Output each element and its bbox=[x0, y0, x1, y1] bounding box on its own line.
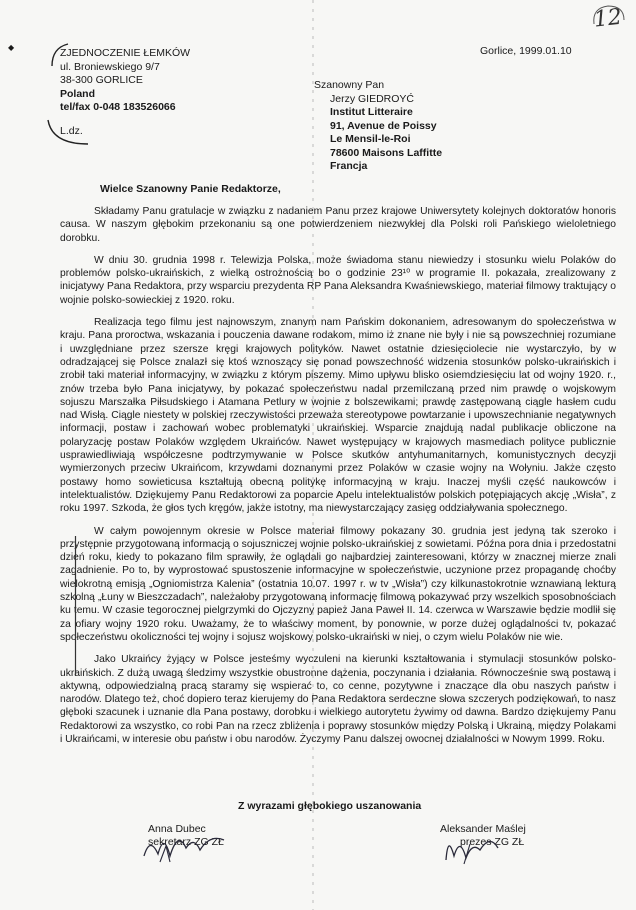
letter-body bbox=[60, 205, 616, 755]
salutation: Wielce Szanowny Panie Redaktorze, bbox=[100, 183, 281, 195]
sender-country: Poland bbox=[60, 87, 96, 100]
closing-phrase: Z wyrazami głębokiego uszanowania bbox=[238, 800, 422, 812]
sender-street: ul. Broniewskiego 9/7 bbox=[60, 60, 160, 73]
signature-scrawl-right bbox=[440, 830, 520, 866]
paragraph-3: Realizacja tego filmu jest najnowszym, znanym nam Pańskim dokonaniem, adresowanym do społeczeństwa w kraju. Pana proroctwa, wskazania i pouczenia dawane rodakom, mimo iż znane nie były i nie są powszechniej rozumiane i uwzględniane przez szersze kręgi krajowych polityków. Nawet ostatnie dziesięciolecie nie wystarczyło, by w odradzającej się Polsce znalazł się ktoś wznoszący się ponad powszechność widzenia stosunków polsko-ukraińskich i zrobił taki materiał informacyjny, w związku z którym piszemy. Mimo upływu blisko osiemdziesięciu lat od wojny 1920. r., znów trzeba było Pana inicjatywy, by pokazać społeczeństwu nadal przemilczaną przed nim prawdę o wojskowym sojuszu Marszałka Piłsudskiego i Atamana Petlury w wojnie z bolszewikami; prawdę zastępowaną ciągle hasłem cudu nad Wisłą. Ciągle niestety w polskiej rzeczywistości przeważa stereotypowe powtarzanie i upowszechnianie negatywnych informacji, postaw i zachowań wobec problematyki ukraińskiej. Wsparcie znajdują nadal publikacje obliczone na polaryzację postaw Polaków względem Ukraińców. Nawet występujący w krajowych masmediach polityce publicznie usprawiedliwiają współczesne podtrzymywanie w Polsce skutków antyhumanitarnych, komunistycznych decyzji wymierzonych przeciw Ukraińcom, krzywdami doznanymi przez Polaków w czasie wojny na Wołyniu. Jakże często postawy homo sowieticusa kształtują obecną politykę informacyjną w kraju. Inaczej myśli część naukowców i intelektualistów. Dziękujemy Panu Redaktorowi za poparcie Apelu intelektualistów polskich potępiających akcję „Wisła”, z roku 1997. Szkoda, że głos tych kręgów, jakże istotny, ma niewystarczający zasięg oddziaływania społecznego. bbox=[60, 317, 616, 515]
signatory-right-title: prezes ZG ZŁ bbox=[460, 836, 525, 848]
sender-phone: tel/fax 0-048 183526066 bbox=[60, 101, 176, 113]
page-number: 12 bbox=[592, 4, 624, 33]
recipient-name: Jerzy GIEDROYĆ bbox=[330, 92, 415, 105]
paragraph-4: W całym powojennym okresie w Polsce materiał filmowy pokazany 30. grudnia jest jedyną tak szeroko i przystępnie przygotowaną informacją o sojuszniczej wojnie polsko-ukraińskiej z sowietami. Późna pora dnia i przedostatni dzień roku, kiedy to pokazano film sprawiły, że oglądali go najbardziej zainteresowani, którzy w znacznej mierze znali zagadnienie. Po to, by wyprostować spustoszenie informacyjne w społeczeństwie, uczynione przez propagandę choćby wielokrotną emisją „Ogniomistrza Kalenia” (ostatnia 10.07. 1997 r. w tv „Wisła”) czy kilkunastokrotnie wznawianą lekturą szkolną „Łuny w Bieszczadach”, należałoby przygotowaną informację filmową pokazywać przy wszelkich sposobnościach ku temu. W czasie tegorocznej pielgrzymki do Ojczyzny papież Jana Paweł II. 14. czerwca w Warszawie będzie modlił się za ofiary wojny 1920 roku. Uważamy, że to właściwy moment, by ponownie, w porze dużej oglądalności tv, pokazać społeczeństwu okoliczności tej wojny i sojusz wojskowy polsko-ukraiński w niej, o czym wielu Polaków nie wie. bbox=[60, 525, 616, 643]
paragraph-5: Jako Ukraińcy żyjący w Polsce jesteśmy wyczuleni na kierunki kształtowania i stymulacji stosunków polsko-ukraińskich. Z dużą uwagą śledzimy wszystkie obustronne dążenia, poczynania i działania. Równocześnie swą postawą i aktywną, odpowiedzialną pracą staramy się wspierać to, co cenne, pozytywne i znaczące dla obu naszych państw i narodów. Dlatego też, choć dopiero teraz kierujemy do Pana Redaktora serdeczne słowa szczerych podziękowań, to nasz głęboki szacunek i uznanie dla Pana postawy, dorobku i wielkiego autorytetu żywimy od dawna. Bardzo dziękujemy Panu Redaktorowi za wszystko, co robi Pan na rzecz zbliżenia i poprawy stosunków między Polską i Ukrainą, między Polakami i Ukraińcami, w interesie obu państw i obu narodów. Życzymy Panu dalszej owocnej działalności w Nowym 1999. Roku. bbox=[60, 654, 616, 745]
recipient-institute: Institut Litteraire bbox=[330, 106, 413, 118]
sender-city: 38-300 GORLICE bbox=[60, 74, 143, 86]
letter-date: Gorlice, 1999.01.10 bbox=[480, 45, 572, 57]
signatory-left-title: sekretarz ZG ZŁ bbox=[148, 836, 224, 848]
signatory-left-name: Anna Dubec bbox=[148, 823, 206, 835]
recipient-postal: 78600 Maisons Laffitte bbox=[330, 146, 443, 159]
recipient-street: 91, Avenue de Poissy bbox=[330, 119, 437, 132]
signature-scrawl-left bbox=[140, 826, 230, 866]
signatory-right-name: Aleksander Maślej bbox=[440, 823, 526, 835]
paragraph-2: W dniu 30. grudnia 1998 r. Telewizja Polska, może świadoma stanu niewiedzy i stosunku wielu Polaków do problemów polsko-ukraińskich, z wielką ostrożnością bo o godzinie 23¹⁰ w programie II. pokazała, zrealizowany z inicjatywy Pana Redaktora, przy wsparciu prezydenta RP Pana Aleksandra Kwaśniewskiego, materiał filmowy traktujący o wojnie polsko-sowieckiej z 1920. roku. bbox=[60, 254, 616, 306]
recipient-address bbox=[314, 79, 442, 174]
reference-number-label: L.dz. bbox=[60, 125, 83, 137]
paragraph-1: Składamy Panu gratulacje w związku z nadaniem Panu przez krajowe Uniwersytety kolejnych doktoratów honoris causa. W naszym głębokim przekonaniu są one potwierdzeniem niezwykłej dla Polski roli Pańskiego wieloletniego dorobku. bbox=[60, 206, 616, 244]
sender-org: ZJEDNOCZENIE ŁEMKÓW bbox=[60, 47, 191, 59]
recipient-country: Francja bbox=[330, 160, 368, 172]
bullet-mark: ◆ bbox=[8, 43, 15, 52]
recipient-greeting: Szanowny Pan bbox=[314, 79, 385, 91]
recipient-town: Le Mensil-le-Roi bbox=[330, 133, 411, 145]
sender-address bbox=[60, 47, 190, 115]
margin-marker-line bbox=[74, 536, 77, 676]
